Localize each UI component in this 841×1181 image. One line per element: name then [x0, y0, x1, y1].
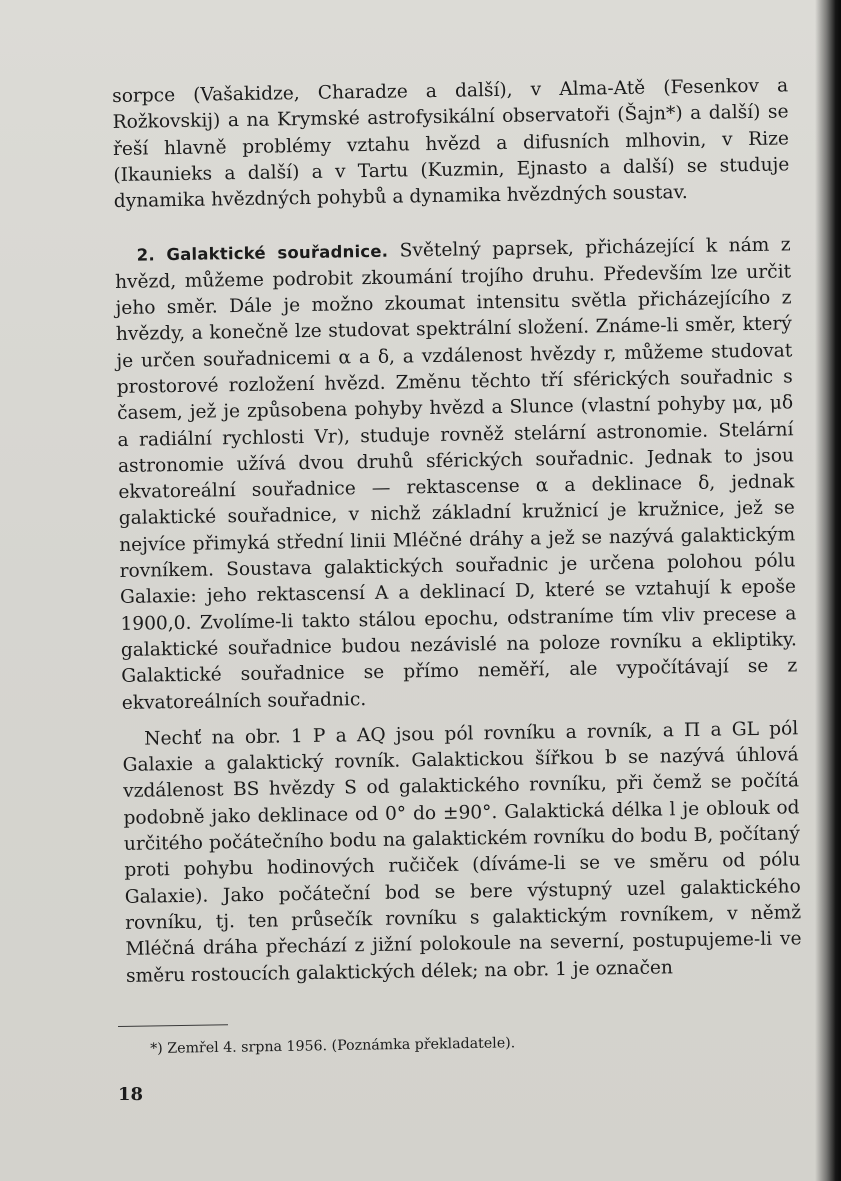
- page-body: [112, 73, 802, 989]
- page-number: 18: [118, 1084, 144, 1105]
- book-spine-shadow: [815, 0, 841, 1181]
- intro-paragraph: sorpce (Vašakidze, Charadze a další), v Alma-Atě (Fesenkov a Rožkovskij) a na Krymské astrofysikální observatoři (Šajn*) a další) se řeší hlavně problémy vztahu hvězd a difusních mlhovin, v Rize (Ikaunieks a další) a v Tartu (Kuzmin, Ejnasto a další) se studuje dynamika hvězdných pohybů a dynamika hvězdných soustav.: [112, 75, 790, 213]
- footnote-rule: [118, 1024, 228, 1027]
- section-paragraph: [115, 233, 798, 717]
- footnote: *) Zemřel 4. srpna 1956. (Poznámka překladatele).: [150, 1035, 516, 1057]
- figure-paragraph: Nechť na obr. 1 P a AQ jsou pól rovníku a rovník, a Π a GL pól Galaxie a galaktický rovník. Galaktickou šířkou b se nazývá úhlová vzdálenost BS hvězdy S od galaktického rovníku, při čemž se počítá podobně jako deklinace od 0° do ±90°. Galaktická délka l je oblouk od určitého počátečního bodu na galaktickém rovníku do bodu B, počítaný proti pohybu hodinových ručiček (díváme-li se ve směru od pólu Galaxie). Jako počáteční bod se bere výstupný uzel galaktického rovníku, tj. ten průsečík rovníku s galaktickým rovníkem, v němž Mléčná dráha přechází z jižní polokoule na severní, postupujeme-li ve směru rostoucích galaktických délek; na obr. 1 je označen: [122, 718, 802, 987]
- section-body: Světelný paprsek, přicházející k nám z hvězd, můžeme podrobit zkoumání trojího druhu. Především lze určit jeho směr. Dále je možno zkoumat intensitu světla přicházejícího z hvězdy, a konečně lze studovat spektrální složení. Známe-li směr, který je určen souřadnicemi α a δ, a vzdálenost hvězdy r, můžeme studovat prostorové rozložení hvězd. Změnu těchto tří sférických souřadnic s časem, jež je způsobena pohyby hvězd a Slunce (vlastní pohyby μα, μδ a radiální rychlosti Vr), studuje rovněž stelární astronomie. Stelární astronomie užívá dvou druhů sférických souřadnic. Jednak to jsou ekvatoreální souřadnice — rektascense α a deklinace δ, jednak galaktické souřadnice, v nichž základní kružnicí je kružnice, jež se nejvíce přimyká střední linii Mléčné dráhy a jež se nazývá galaktickým rovníkem. Soustava galaktických souřadnic je určena polohou pólu Galaxie: jeho rektascensí A a deklinací D, které se vztahují k epoše 1900,0. Zvolíme-li takto stálou epochu, odstraníme tím vliv precese a galaktické souřadnice budou nezávislé na poloze rovníku a ekliptiky. Galaktické souřadnice se přímo neměří, ale vypočítávají se z ekvatoreálních souřadnic.: [114, 234, 798, 714]
- section-heading: 2. Galaktické souřadnice.: [136, 242, 389, 266]
